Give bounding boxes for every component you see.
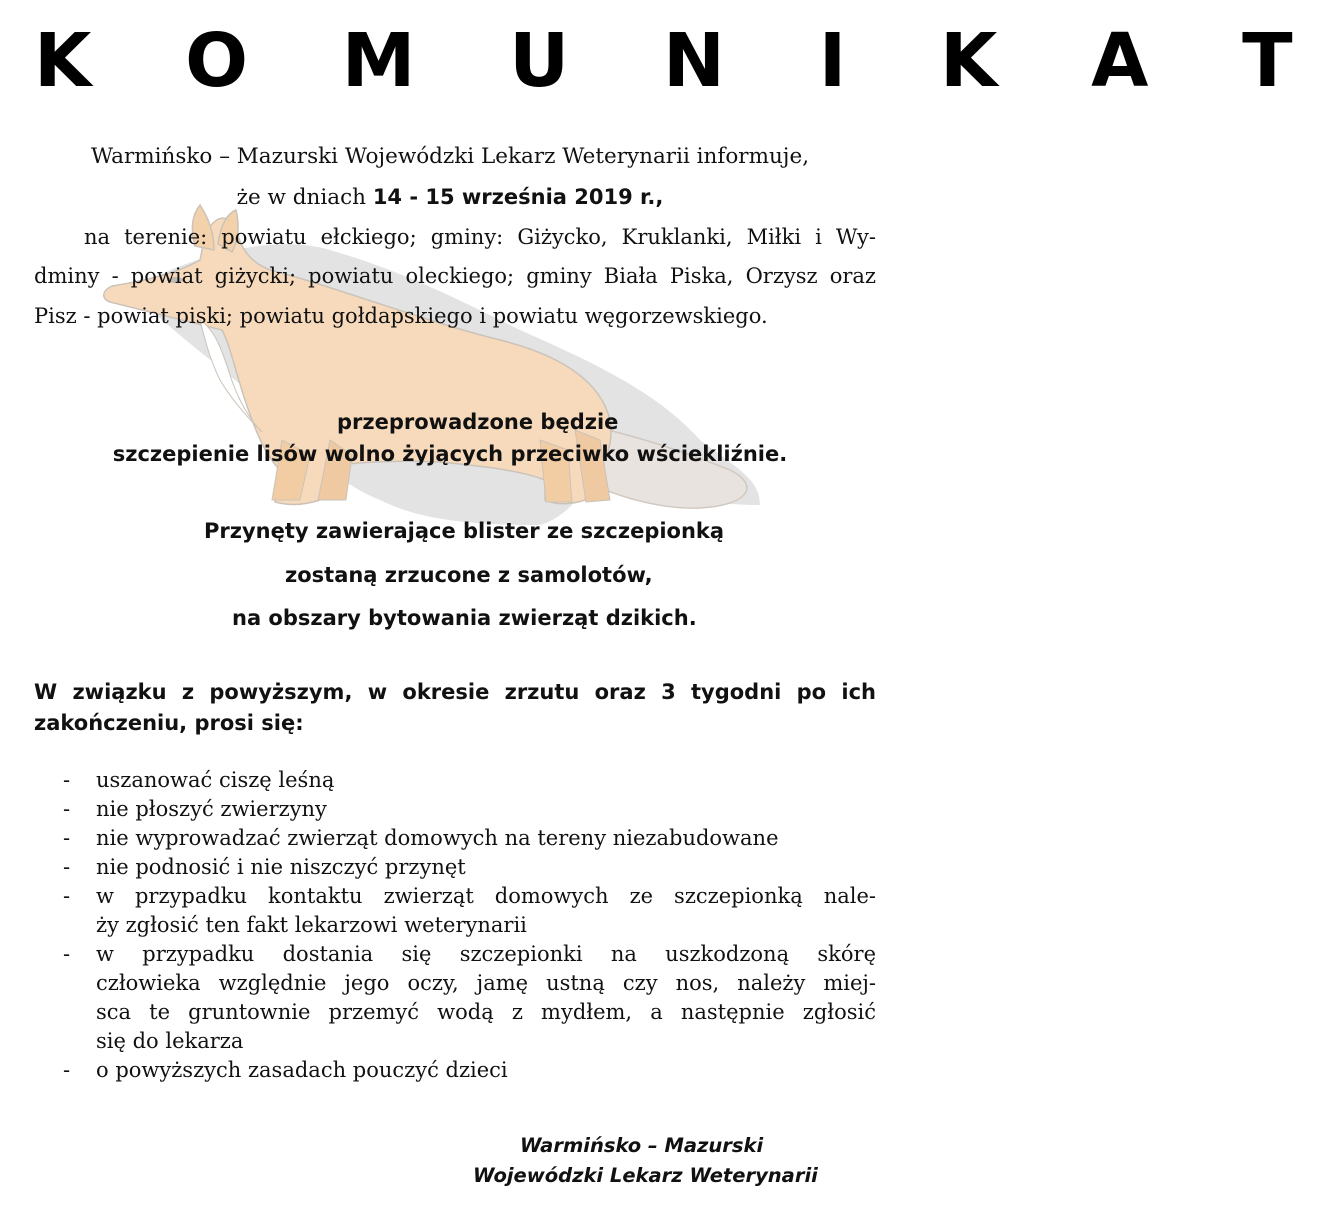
list-item-text-continued: człowieka względnie jego oczy, jamę ustną czy nos, należy miej- bbox=[96, 971, 876, 995]
list-bullet: - bbox=[63, 768, 71, 792]
list-item-text-continued: ży zgłosić ten fakt lekarzowi weterynarii bbox=[96, 913, 527, 937]
signature-line-2: Wojewódzki Lekarz Weterynarii bbox=[473, 1164, 818, 1187]
intro-line-1: Warmińsko – Mazurski Wojewódzki Lekarz Weterynarii informuje, bbox=[90, 144, 810, 169]
list-bullet: - bbox=[63, 855, 71, 879]
list-bullet: - bbox=[63, 1058, 71, 1082]
area-line-3: Pisz - powiat piski; powiatu gołdapskiego i powiatu węgorzewskiego. bbox=[34, 304, 768, 328]
intro-line-2-prefix: że w dniach bbox=[236, 185, 373, 210]
request-line-1: W związku z powyższym, w okresie zrzutu oraz 3 tygodni po ich bbox=[34, 680, 876, 704]
area-line-2: dminy - powiat giżycki; powiatu oleckiego; gminy Biała Piska, Orzysz oraz bbox=[34, 264, 876, 288]
baits-line-1: Przynęty zawierające blister ze szczepionką bbox=[204, 519, 725, 543]
list-item-text-continued: sca te gruntownie przemyć wodą z mydłem, a następnie zgłosić bbox=[96, 1000, 876, 1024]
request-line-2: zakończeniu, prosi się: bbox=[34, 711, 304, 735]
baits-line-2: zostaną zrzucone z samolotów, bbox=[285, 563, 653, 587]
campaign-dates: 14 - 15 września 2019 r., bbox=[372, 185, 664, 209]
list-item-text: nie płoszyć zwierzyny bbox=[96, 797, 327, 821]
list-bullet: - bbox=[63, 797, 71, 821]
announcement-line-1: przeprowadzone będzie bbox=[337, 410, 619, 434]
list-bullet: - bbox=[63, 884, 71, 908]
list-item-text: w przypadku kontaktu zwierząt domowych ze szczepionką nale- bbox=[96, 884, 876, 908]
intro-line-2 bbox=[0, 185, 900, 210]
list-item-text: nie podnosić i nie niszczyć przynęt bbox=[96, 855, 466, 879]
list-item-text: nie wyprowadzać zwierząt domowych na tereny niezabudowane bbox=[96, 826, 779, 850]
list-item-text-continued: się do lekarza bbox=[96, 1029, 244, 1053]
list-item-text: w przypadku dostania się szczepionki na uszkodzoną skórę bbox=[96, 942, 876, 966]
list-bullet: - bbox=[63, 942, 71, 966]
document-title: K O M U N I K A T bbox=[34, 18, 1327, 104]
announcement-line-2: szczepienie lisów wolno żyjących przeciwko wściekliźnie. bbox=[112, 442, 788, 466]
list-bullet: - bbox=[63, 826, 71, 850]
list-item-text: uszanować ciszę leśną bbox=[96, 768, 335, 792]
area-line-1: na terenie: powiatu ełckiego; gminy: Giżycko, Kruklanki, Miłki i Wy- bbox=[84, 225, 876, 249]
signature-line-1: Warmińsko – Mazurski bbox=[520, 1134, 764, 1157]
list-item-text: o powyższych zasadach pouczyć dzieci bbox=[96, 1058, 508, 1082]
baits-line-3: na obszary bytowania zwierząt dzikich. bbox=[232, 606, 697, 630]
